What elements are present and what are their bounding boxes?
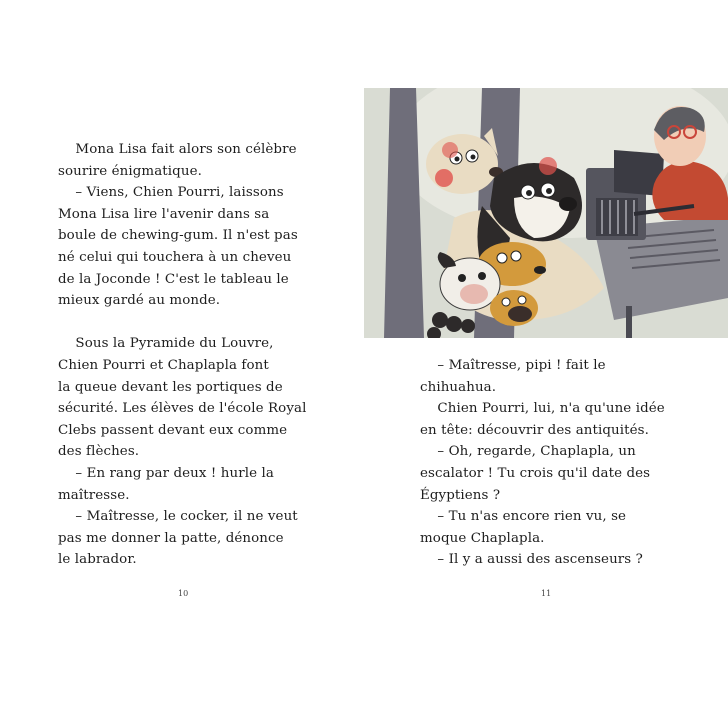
puppy-blush — [435, 169, 453, 187]
text-line: Mona Lisa lire l'avenir dans sa — [58, 206, 270, 222]
spaniel-pupil-left — [526, 190, 532, 196]
text-line: – Maîtresse, le cocker, il ne veut — [58, 509, 298, 525]
text-line: escalator ! Tu crois qu'il date des — [420, 465, 651, 481]
text-line: – Il y a aussi des ascenseurs ? — [420, 552, 643, 568]
orange-dog-eye-right — [511, 251, 521, 261]
text-line: boule de chewing-gum. Il n'est pas — [58, 228, 298, 244]
text-line: Chien Pourri et Chaplapla font — [58, 357, 269, 373]
illustration-dogs-security — [364, 88, 728, 338]
text-line: Clebs passent devant eux comme — [58, 422, 288, 438]
text-line: – Viens, Chien Pourri, laissons — [58, 185, 284, 201]
puppy-pupil-left — [455, 157, 460, 162]
text-line: Mona Lisa fait alors son célèbre — [58, 142, 297, 157]
text-line: – Tu n'as encore rien vu, se — [420, 509, 627, 525]
text-line: chihuahua. — [420, 379, 497, 395]
bulldog-muzzle — [460, 284, 488, 304]
text-line: la queue devant les portiques de — [58, 379, 283, 395]
text-line: mieux gardé au monde. — [58, 293, 221, 309]
illustration-svg — [364, 88, 728, 338]
orange-dog-eye-left — [497, 253, 507, 263]
spaniel-nose — [559, 197, 577, 211]
text-line: pas me donner la patte, dénonce — [58, 530, 284, 546]
bulldog-eye-right — [478, 272, 486, 280]
page-number-left: 10 — [178, 589, 189, 598]
text-line: en tête: découvrir des antiquités. — [420, 422, 649, 438]
text-line: le labrador. — [58, 552, 137, 568]
text-line: maîtresse. — [58, 487, 130, 503]
text-line: moque Chaplapla. — [420, 530, 545, 546]
text-line: Égyptiens ? — [420, 487, 501, 503]
text-line: Chien Pourri, lui, n'a qu'une idée — [420, 401, 665, 417]
puppy-pupil-right — [471, 155, 476, 160]
spaniel-blush — [539, 157, 557, 175]
text-line: né celui qui touchera à un cheveu — [58, 249, 292, 265]
text-line: des flèches. — [58, 444, 140, 460]
pug-muzzle — [508, 306, 532, 322]
text-line: – En rang par deux ! hurle la — [58, 465, 274, 481]
right-page-text — [420, 355, 665, 571]
text-line: de la Joconde ! C'est le tableau le — [58, 271, 289, 287]
text-line: – Maîtresse, pipi ! fait le — [420, 358, 606, 373]
desk-leg — [626, 306, 632, 338]
puppy-head — [426, 134, 498, 194]
text-line: Sous la Pyramide du Louvre, — [58, 336, 274, 352]
text-line: sourire énigmatique. — [58, 163, 202, 179]
text-line: sécurité. Les élèves de l'école Royal — [58, 401, 307, 417]
spaniel-pupil-right — [546, 188, 552, 194]
text-line: – Oh, regarde, Chaplapla, un — [420, 444, 636, 460]
pug-eye-left — [502, 298, 510, 306]
page-number-right: 11 — [541, 589, 552, 598]
bulldog-eye-left — [458, 274, 466, 282]
puppy-blush-top — [442, 142, 458, 158]
pug-eye-right — [518, 296, 526, 304]
orange-dog-nose — [534, 266, 546, 274]
paragraph-gap — [58, 312, 306, 334]
left-page-text — [58, 139, 306, 571]
